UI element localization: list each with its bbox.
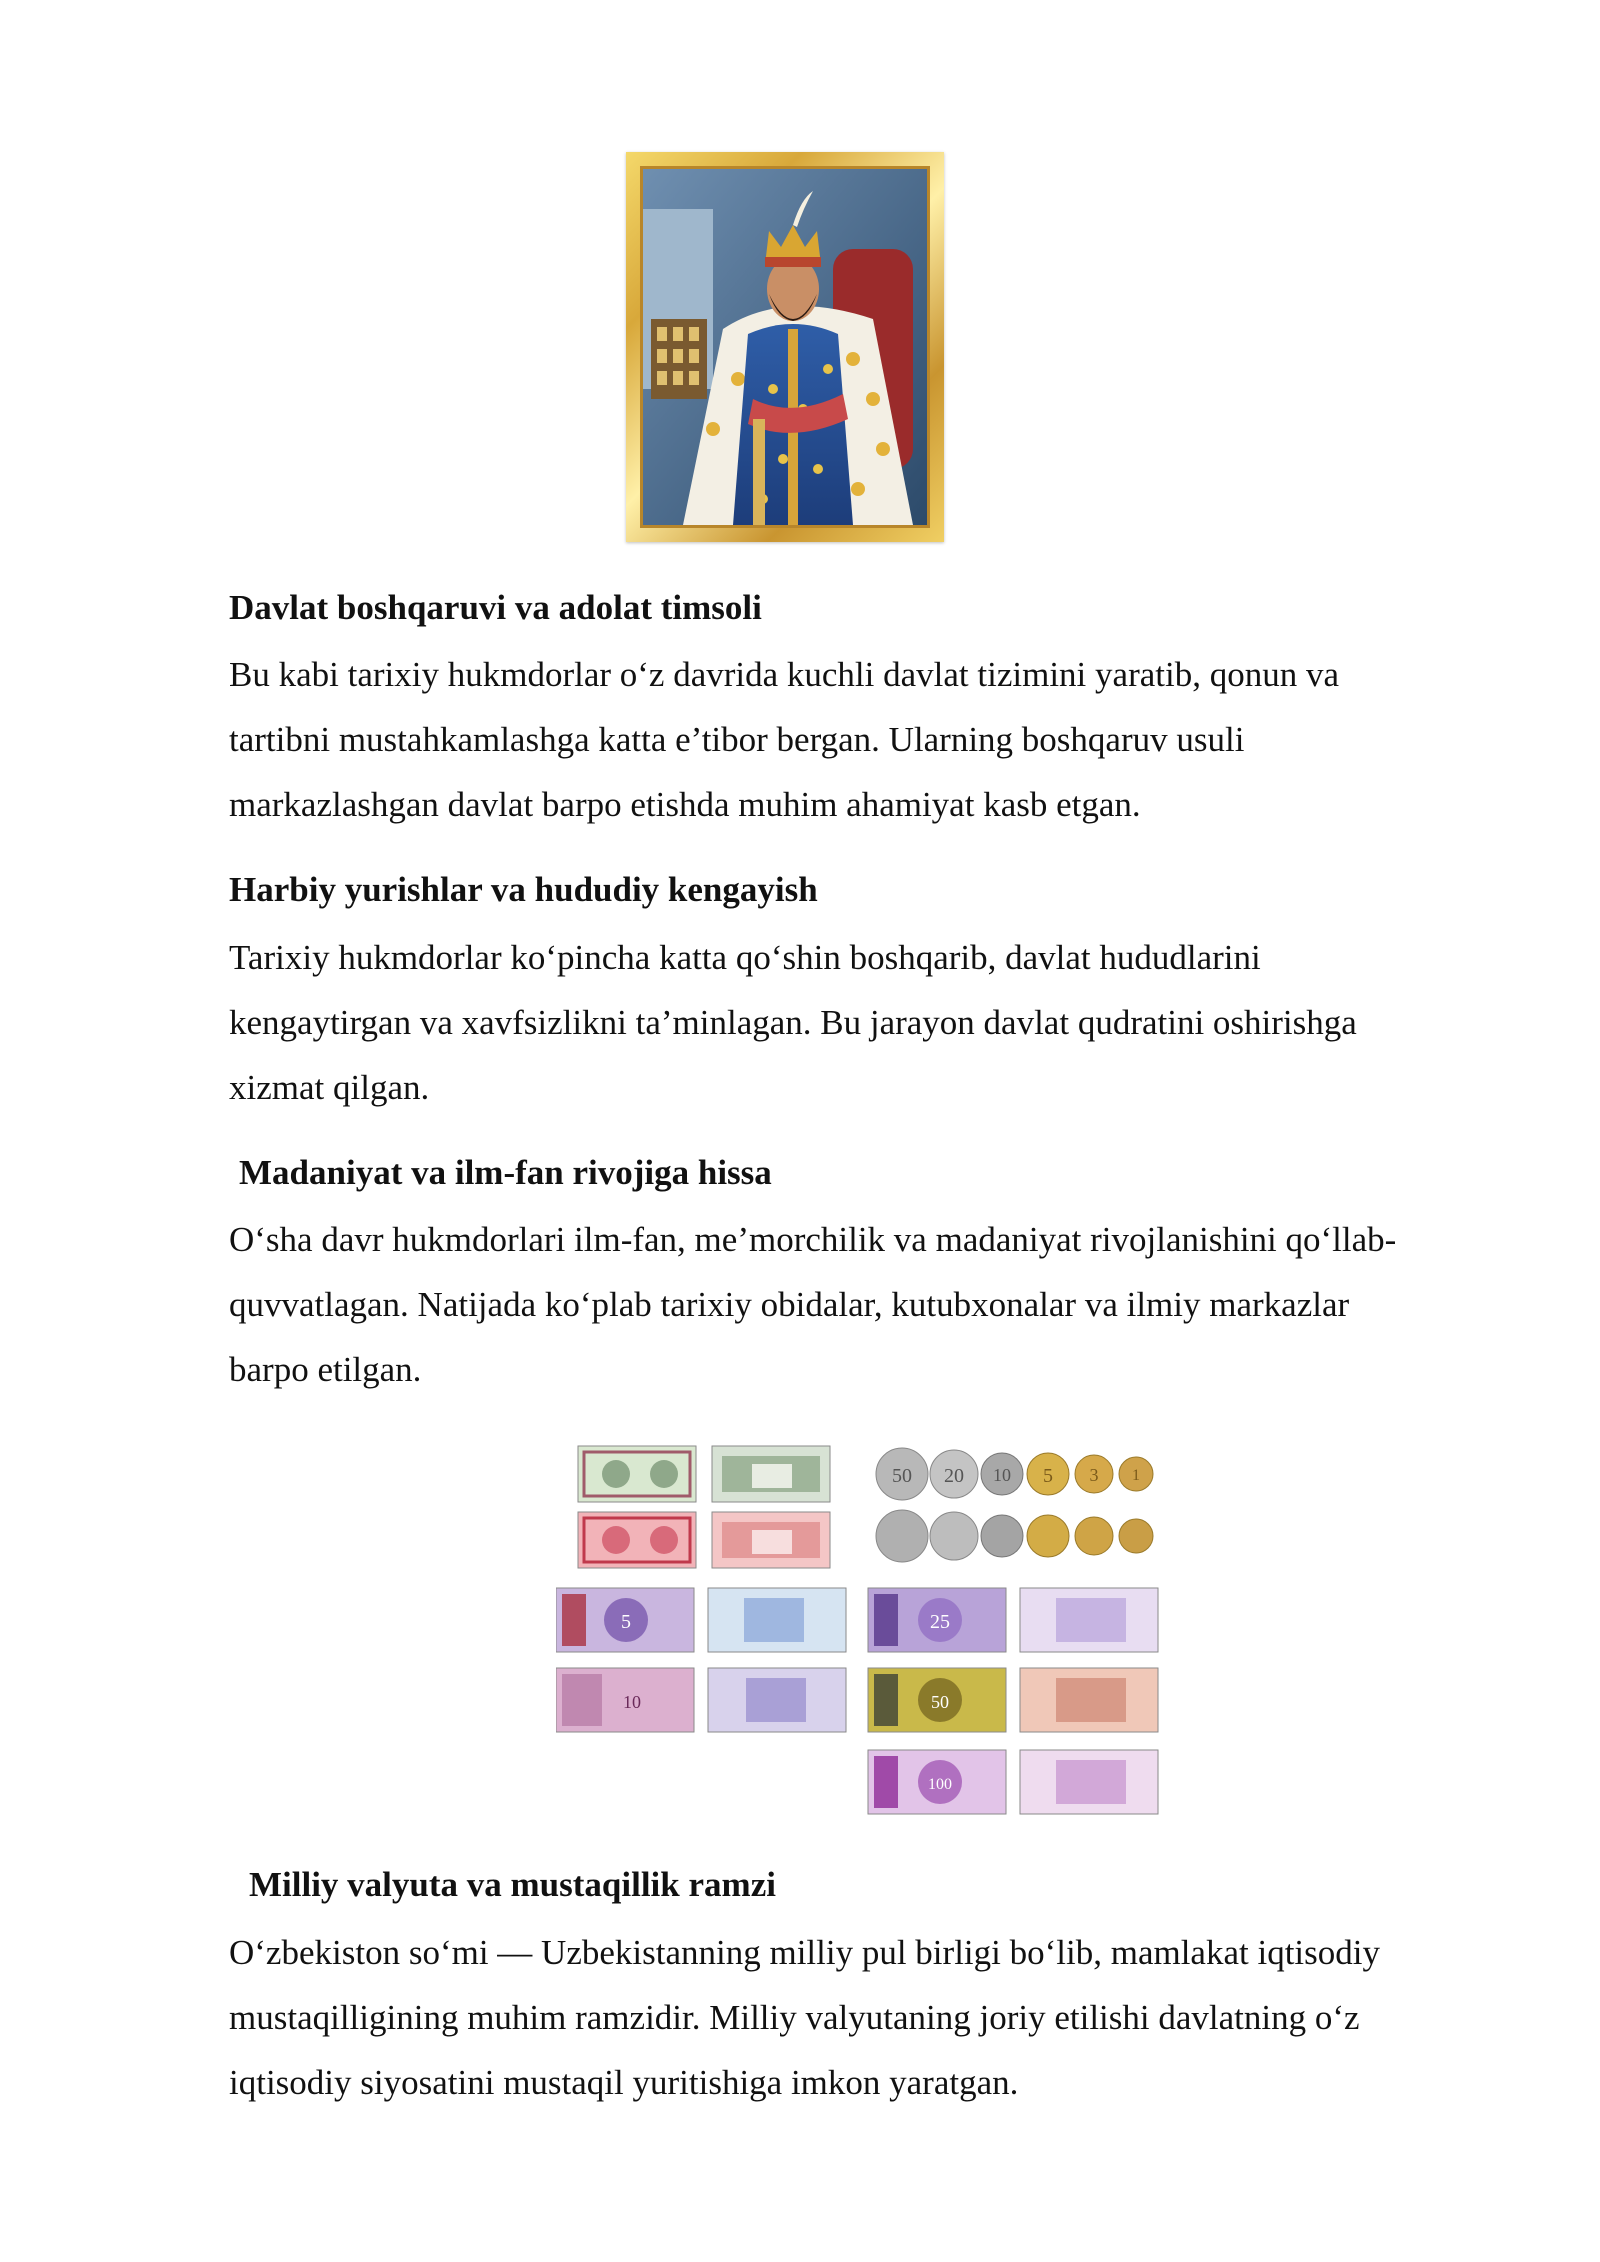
banknote	[708, 1668, 846, 1732]
coin-value: 5	[1043, 1465, 1053, 1487]
text-line: kengaytirgan va xavfsizlikni ta’minlagan. Bu jarayon davlat qudratini oshirishga	[229, 1003, 1357, 1042]
banknotes-and-coins	[556, 1438, 1168, 1823]
section-text-military	[229, 925, 1357, 1120]
coin-value: 1	[1132, 1467, 1140, 1484]
section-heading-governance: Davlat boshqaruvi va adolat timsoli	[229, 588, 762, 627]
banknote	[868, 1668, 1006, 1732]
section-heading-military: Harbiy yurishlar va hududiy kengayish	[229, 870, 818, 909]
coin-row	[876, 1448, 1153, 1500]
text-line: O‘zbekiston so‘mi — Uzbekistanning milliy pul birligi bo‘lib, mamlakat iqtisodiy	[229, 1933, 1380, 1972]
text-line: markazlashgan davlat barpo etishda muhim ahamiyat kasb etgan.	[229, 785, 1141, 824]
banknote	[578, 1512, 696, 1568]
coin-row-reverse	[876, 1510, 1153, 1562]
coin-value: 50	[892, 1465, 912, 1487]
coin-value: 10	[993, 1465, 1011, 1485]
banknote	[556, 1588, 694, 1652]
text-line: O‘sha davr hukmdorlari ilm-fan, me’morchilik va madaniyat rivojlanishini qo‘llab-	[229, 1220, 1397, 1259]
text-line: mustaqilligining muhim ramzidir. Milliy valyutaning joriy etilishi davlatning o‘z	[229, 1998, 1360, 2037]
note-value: 25	[930, 1611, 950, 1633]
section-text-currency	[229, 1920, 1380, 2115]
text-line: barpo etilgan.	[229, 1350, 422, 1389]
text-line: quvvatlagan. Natijada ko‘plab tarixiy obidalar, kutubxonalar va ilmiy markazlar	[229, 1285, 1350, 1324]
ruler-portrait	[626, 152, 944, 542]
banknote	[712, 1512, 830, 1568]
text-line: tartibni mustahkamlashga katta e’tibor bergan. Ularning boshqaruv usuli	[229, 720, 1245, 759]
banknote	[868, 1588, 1006, 1652]
coin-value: 20	[944, 1465, 964, 1487]
section-text-governance	[229, 642, 1339, 837]
banknote	[556, 1668, 694, 1732]
banknote	[1020, 1668, 1158, 1732]
banknote	[1020, 1750, 1158, 1814]
portrait-painting	[640, 166, 930, 528]
banknote	[708, 1588, 846, 1652]
coin-value: 3	[1089, 1465, 1099, 1485]
text-line: Bu kabi tarixiy hukmdorlar o‘z davrida kuchli davlat tizimini yaratib, qonun va	[229, 655, 1339, 694]
note-value: 10	[623, 1692, 641, 1712]
currency-illustration	[556, 1438, 1168, 1823]
section-heading-culture: Madaniyat va ilm-fan rivojiga hissa	[239, 1153, 772, 1192]
banknote	[578, 1446, 696, 1502]
text-line: Tarixiy hukmdorlar ko‘pincha katta qo‘shin boshqarib, davlat hududlarini	[229, 938, 1261, 977]
section-text-culture	[229, 1207, 1396, 1402]
banknote	[712, 1446, 830, 1502]
banknote	[868, 1750, 1006, 1814]
text-line: xizmat qilgan.	[229, 1068, 430, 1107]
banknote	[1020, 1588, 1158, 1652]
note-value: 100	[928, 1776, 952, 1793]
portrait-illustration	[643, 169, 927, 525]
note-value: 50	[931, 1692, 949, 1712]
note-value: 5	[621, 1611, 631, 1633]
section-heading-currency: Milliy valyuta va mustaqillik ramzi	[249, 1865, 776, 1904]
text-line: iqtisodiy siyosatini mustaqil yuritishiga imkon yaratgan.	[229, 2063, 1019, 2102]
